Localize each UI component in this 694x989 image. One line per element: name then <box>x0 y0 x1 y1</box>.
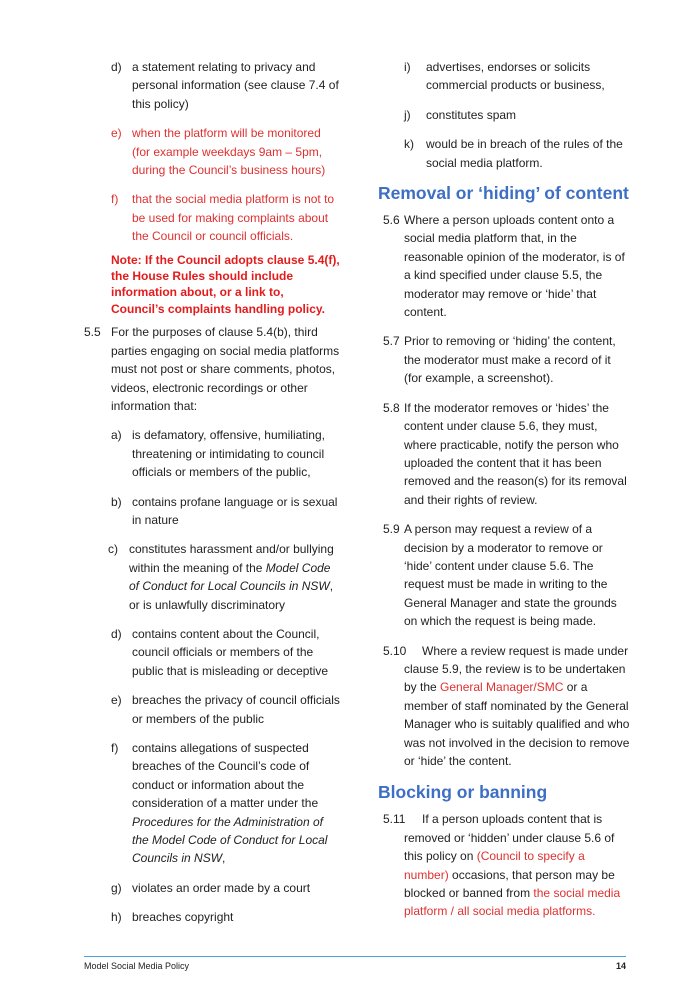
item-label: k) <box>404 137 414 152</box>
clause-5-11 <box>378 810 630 920</box>
clause-text: Prior to removing or ‘hiding’ the content, the moderator must make a record of it (for example, a screenshot). <box>404 334 616 386</box>
left-column <box>84 58 340 938</box>
item-label: i) <box>404 60 411 74</box>
page-footer <box>84 956 626 972</box>
item-label: d) <box>111 60 122 74</box>
item-label: e) <box>111 126 122 141</box>
list-item <box>84 691 340 728</box>
item-text: contains profane language or is sexual in nature <box>132 494 338 527</box>
clause-number: 5.5 <box>84 325 101 340</box>
item-label: e) <box>111 693 122 708</box>
clause-5-7 <box>378 332 630 387</box>
right-column <box>378 58 630 932</box>
item-label: f) <box>111 192 119 207</box>
clause-text: If a person uploads content that is removed or ‘hidden’ under clause 5.6 of this policy on (Council to specify a number) occasions, that person may be blocked or banned from the social media platform / all social media platforms. <box>404 812 621 919</box>
page-number: 14 <box>615 961 626 971</box>
clause-5-10 <box>378 642 630 771</box>
list-item <box>378 58 630 95</box>
list-item <box>84 124 340 179</box>
clause-number: 5.9 <box>383 522 400 537</box>
clause-number: 5.10 <box>383 643 407 658</box>
item-text: when the platform will be monitored (for example weekdays 9am – 5pm, during the Council’s business hours) <box>132 126 326 178</box>
list-item <box>84 426 340 481</box>
clause-text: Where a review request is made under clause 5.9, the review is to be undertaken by the General Manager/SMC or a member of staff nominated by the General Manager who is suitably qualified and who was not involved in the decision to remove or ‘hide’ the content. <box>404 643 630 768</box>
list-item <box>84 739 340 868</box>
clause-5-6 <box>378 211 630 321</box>
council-note: Note: If the Council adopts clause 5.4(f), the House Rules should include information about, or a link to, Council’s complaints handling policy. <box>111 252 340 316</box>
item-label: c) <box>108 542 118 557</box>
clause-number: 5.7 <box>383 334 400 349</box>
list-item <box>378 106 630 124</box>
clause-5-8 <box>378 399 630 509</box>
clause-text: For the purposes of clause 5.4(b), third parties engaging on social media platforms must not post or share comments, photos, videos, electronic recordings or other information that: <box>111 325 340 413</box>
clause-5-9 <box>378 520 630 630</box>
clause-number: 5.8 <box>383 400 400 415</box>
clause-number: 5.11 <box>383 812 406 827</box>
clause-text: If the moderator removes or ‘hides’ the content under clause 5.6, they must, where practicable, notify the person who uploaded the content that it has been removed and the reason(s) for its removal and their rights of review. <box>404 400 627 507</box>
list-item <box>84 493 340 530</box>
list-item <box>84 190 340 245</box>
list-item <box>378 135 630 172</box>
item-text: breaches the privacy of council officials or members of the public <box>132 693 340 726</box>
item-text: contains allegations of suspected breaches of the Council’s code of conduct or information about the consideration of a matter under the Procedures for the Administration of the Model Code of Conduct for Local Councils in NSW, <box>132 741 328 866</box>
item-text: constitutes harassment and/or bullying within the meaning of the Model Code of Conduct for Local Councils in NSW, or is unlawfully discriminatory <box>129 542 334 612</box>
item-text: a statement relating to privacy and personal information (see clause 7.4 of this policy) <box>132 60 339 111</box>
item-label: g) <box>111 880 122 895</box>
item-label: j) <box>404 107 411 122</box>
item-text: contains content about the Council, council officials or members of the public that is misleading or deceptive <box>132 626 329 678</box>
item-text: advertises, endorses or solicits commercial products or business, <box>426 60 605 93</box>
item-text: would be in breach of the rules of the social media platform. <box>426 137 623 170</box>
clause-text: A person may request a review of a decision by a moderator to remove or ‘hide’ content under clause 5.6. The request must be made in writing to the General Manager and state the grounds on which the request is being made. <box>404 522 617 629</box>
item-text: is defamatory, offensive, humiliating, threatening or intimidating to council officials or members of the public, <box>132 428 325 480</box>
clause-5-5 <box>84 323 340 415</box>
item-text: constitutes spam <box>426 107 517 122</box>
list-item <box>84 540 340 614</box>
list-item <box>84 58 340 113</box>
list-item <box>84 908 340 926</box>
list-item <box>84 879 340 897</box>
item-label: h) <box>111 910 122 925</box>
item-text: that the social media platform is not to be used for making complaints about the Council or council officials. <box>132 192 335 244</box>
item-text: breaches copyright <box>132 910 234 925</box>
clause-text: Where a person uploads content onto a social media platform that, in the reasonable opinion of the moderator, is of a kind specified under clause 5.5, the moderator may remove or ‘hide’ that content. <box>404 213 625 320</box>
footer-title: Model Social Media Policy <box>84 961 190 971</box>
clause-number: 5.6 <box>383 213 400 228</box>
list-item <box>84 625 340 680</box>
item-label: a) <box>111 428 122 443</box>
item-label: b) <box>111 494 122 509</box>
item-label: f) <box>111 741 119 755</box>
item-label: d) <box>111 626 122 641</box>
heading-blocking: Blocking or banning <box>378 782 548 803</box>
item-text: violates an order made by a court <box>132 880 311 895</box>
heading-removal: Removal or ‘hiding’ of content <box>378 183 629 204</box>
